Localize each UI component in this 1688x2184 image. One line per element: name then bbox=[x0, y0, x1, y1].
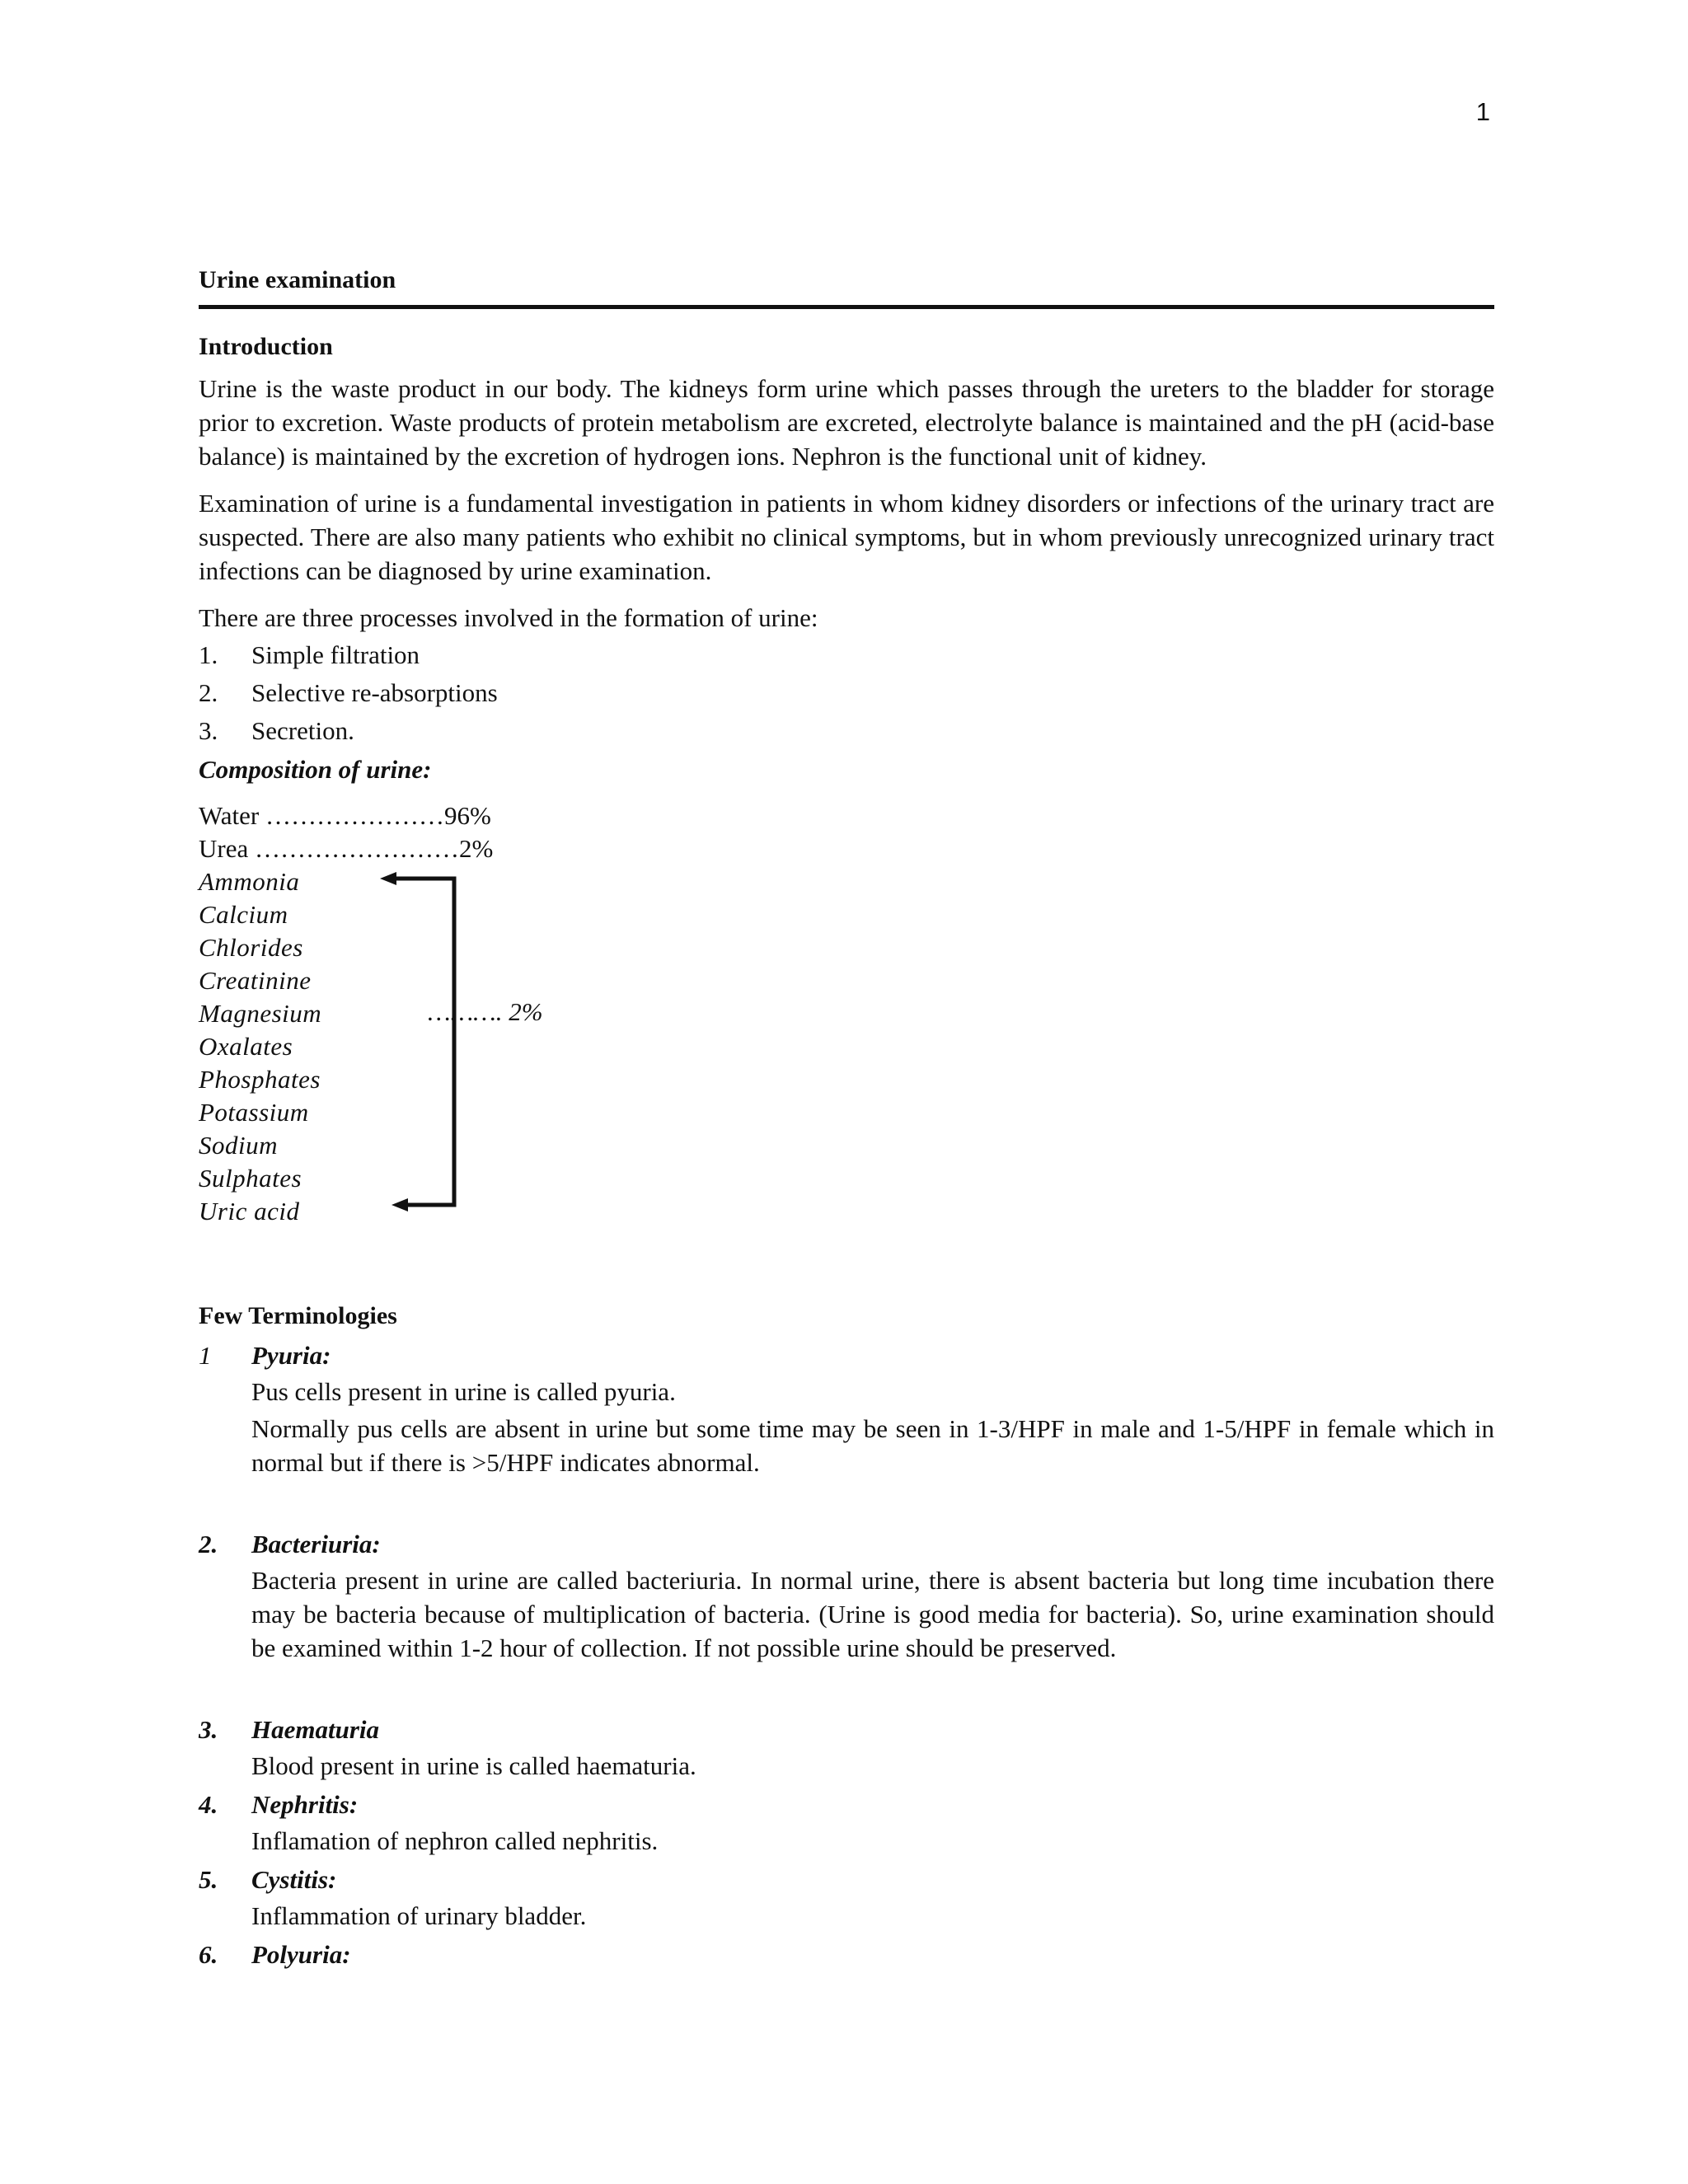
title-rule bbox=[199, 305, 1494, 309]
term-item bbox=[199, 1526, 1494, 1563]
term-description bbox=[251, 1824, 1494, 1858]
document-title: Urine examination bbox=[199, 266, 396, 293]
term-name: Nephritis: bbox=[251, 1790, 359, 1819]
ion-item: Magnesium bbox=[199, 999, 322, 1028]
composition-water: Water …………………96% bbox=[199, 801, 491, 830]
term-line: Normally pus cells are absent in urine but some time may be seen in 1-3/HPF in male and 1-5/HPF in female which in normal but if there is >5/HPF indicates abnormal. bbox=[251, 1414, 1494, 1477]
term-item bbox=[199, 1936, 1494, 1974]
ion-item: Oxalates bbox=[199, 1032, 293, 1061]
term-line: Bacteria present in urine are called bacteriuria. In normal urine, there is absent bacteria but long time incubation there may be bacteria because of multiplication of bacteria. (Urine is good media for bacteria). So, urine examination should be examined within 1-2 hour of collection. If not possible urine should be preserved. bbox=[251, 1566, 1494, 1662]
ion-item: Phosphates bbox=[199, 1065, 321, 1094]
ion-item: Calcium bbox=[199, 900, 288, 929]
ion-item: Potassium bbox=[199, 1098, 309, 1127]
ion-item: Chlorides bbox=[199, 933, 303, 962]
bracket-arrow-icon bbox=[199, 865, 462, 1228]
term-name: Cystitis: bbox=[251, 1865, 337, 1894]
term-name: Polyuria: bbox=[251, 1940, 351, 1969]
composition-urea: Urea ……………………2% bbox=[199, 834, 494, 863]
intro-paragraph-3: There are three processes involved in the formation of urine: bbox=[199, 603, 818, 632]
terminologies-heading: Few Terminologies bbox=[199, 1302, 397, 1329]
list-text: Selective re-absorptions bbox=[251, 678, 498, 707]
ion-item: Ammonia bbox=[199, 867, 300, 896]
ion-item: Sodium bbox=[199, 1131, 278, 1160]
term-item bbox=[199, 1861, 1494, 1899]
ions-percent: ………. 2% bbox=[428, 997, 543, 1026]
list-text: Simple filtration bbox=[251, 640, 420, 669]
term-number: 6. bbox=[199, 1940, 218, 1969]
term-description bbox=[251, 1375, 1494, 1479]
term-number: 4. bbox=[199, 1790, 218, 1819]
intro-paragraph-2: Examination of urine is a fundamental investigation in patients in whom kidney disorders or infections of the urinary tract are suspected. There are also many patients who exhibit no clinical symptoms, but in whom previously unrecognized urinary tract infections can be diagnosed by urine examination. bbox=[199, 489, 1494, 585]
composition-heading: Composition of urine: bbox=[199, 755, 432, 784]
list-number: 2. bbox=[199, 678, 218, 707]
term-item bbox=[199, 1337, 1494, 1375]
term-number: 2. bbox=[199, 1530, 218, 1558]
process-list bbox=[199, 636, 1494, 750]
term-description bbox=[251, 1899, 1494, 1933]
ion-item: Sulphates bbox=[199, 1164, 302, 1193]
term-number: 1 bbox=[199, 1341, 212, 1370]
term-description bbox=[251, 1749, 1494, 1783]
ions-group bbox=[199, 865, 1494, 1228]
term-name: Pyuria: bbox=[251, 1341, 331, 1370]
list-number: 3. bbox=[199, 716, 218, 745]
page-number: 1 bbox=[1475, 97, 1490, 126]
term-line: Blood present in urine is called haematuria. bbox=[251, 1751, 696, 1780]
list-text: Secretion. bbox=[251, 716, 354, 745]
intro-paragraph-1: Urine is the waste product in our body. The kidneys form urine which passes through the ureters to the bladder for storage prior to excretion. Waste products of protein metabolism are excreted, electrolyte balance is maintained and the pH (acid-base balance) is maintained by the excretion of hydrogen ions. Nephron is the functional unit of kidney. bbox=[199, 374, 1494, 471]
term-line: Inflamation of nephron called nephritis. bbox=[251, 1826, 659, 1855]
introduction-heading: Introduction bbox=[199, 333, 333, 360]
term-name: Haematuria bbox=[251, 1715, 380, 1744]
term-line: Pus cells present in urine is called pyuria. bbox=[251, 1377, 676, 1406]
list-item bbox=[199, 674, 1494, 712]
ion-item: Creatinine bbox=[199, 966, 312, 995]
term-description bbox=[251, 1563, 1494, 1665]
term-number: 5. bbox=[199, 1865, 218, 1894]
list-item bbox=[199, 712, 1494, 750]
document-body bbox=[199, 262, 1494, 1974]
ion-item: Uric acid bbox=[199, 1197, 300, 1226]
term-item bbox=[199, 1711, 1494, 1749]
term-item bbox=[199, 1786, 1494, 1824]
term-name: Bacteriuria: bbox=[251, 1530, 381, 1558]
list-item bbox=[199, 636, 1494, 674]
term-number: 3. bbox=[199, 1715, 218, 1744]
term-line: Inflammation of urinary bladder. bbox=[251, 1901, 587, 1930]
list-number: 1. bbox=[199, 640, 218, 669]
